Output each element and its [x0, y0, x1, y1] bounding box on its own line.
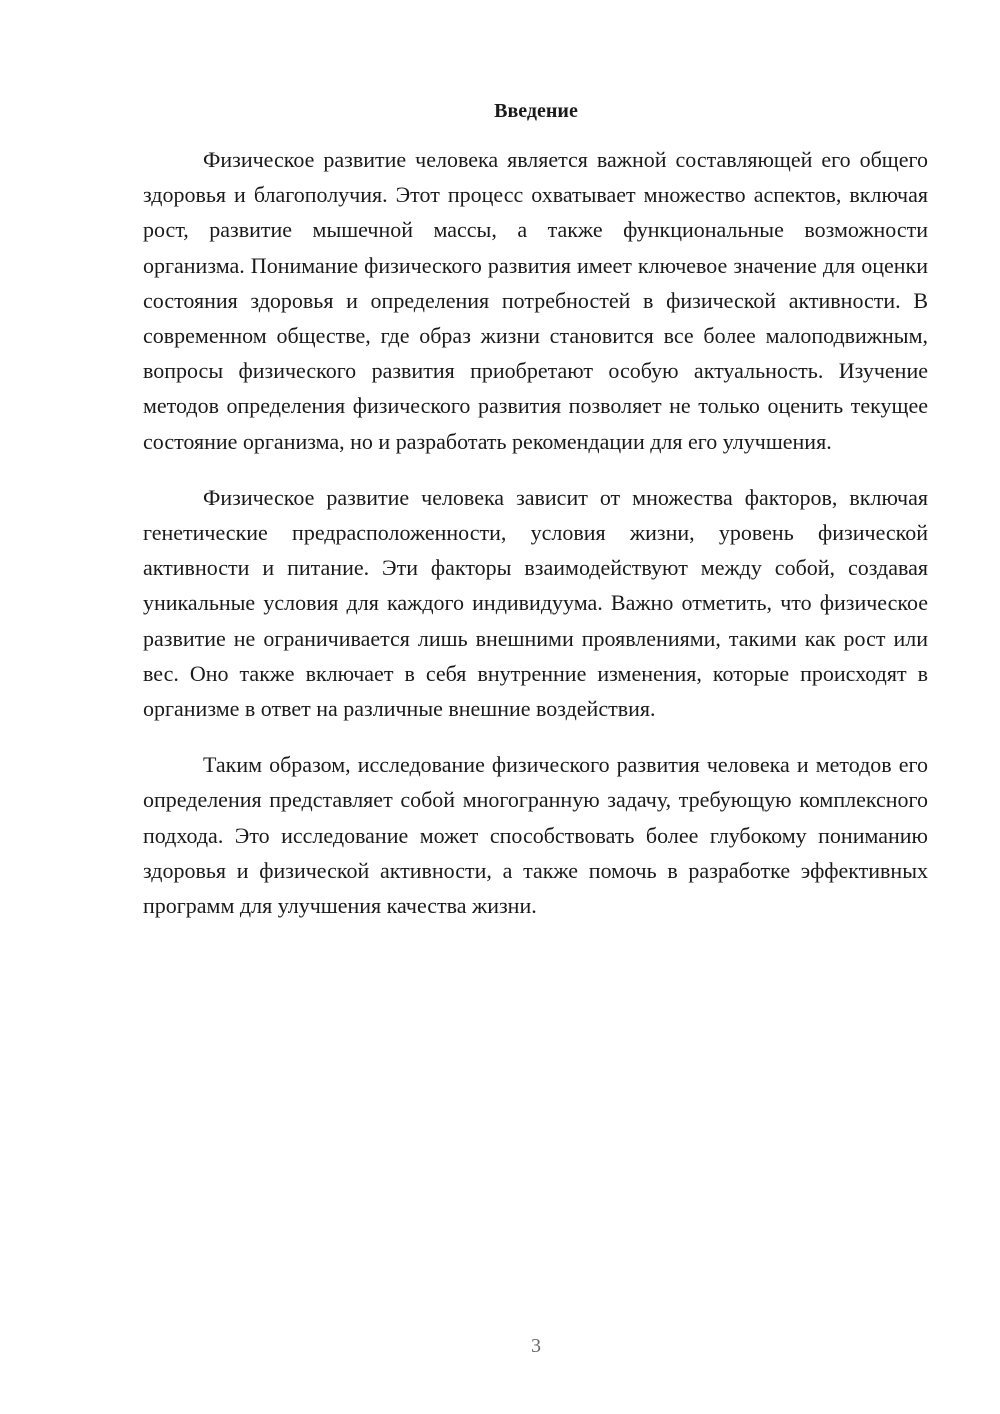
body-text	[143, 142, 928, 923]
section-heading: Введение	[494, 100, 578, 122]
page-number: 3	[531, 1335, 541, 1357]
paragraph-3: Таким образом, исследование физического развития человека и методов его определения представляет собой многогранную задачу, требующую комплексного подхода. Это исследование может способствовать более глубокому пониманию здоровья и физической активности, а также помочь в разработке эффективных программ для улучшения качества жизни.	[143, 752, 928, 919]
paragraph-1: Физическое развитие человека является важной составляющей его общего здоровья и благополучия. Этот процесс охватывает множество аспектов, включая рост, развитие мышечной массы, а также функциональные возможности организма. Понимание физического развития имеет ключевое значение для оценки состояния здоровья и определения потребностей в физической активности. В современном обществе, где образ жизни становится все более малоподвижным, вопросы физического развития приобретают особую актуальность. Изучение методов определения физического развития позволяет не только оценить текущее состояние организма, но и разработать рекомендации для его улучшения.	[143, 147, 928, 454]
paragraph-2: Физическое развитие человека зависит от множества факторов, включая генетические предрасположенности, условия жизни, уровень физической активности и питание. Эти факторы взаимодействуют между собой, создавая уникальные условия для каждого индивидуума. Важно отметить, что физическое развитие не ограничивается лишь внешними проявлениями, такими как рост или вес. Оно также включает в себя внутренние изменения, которые происходят в организме в ответ на различные внешние воздействия.	[143, 484, 928, 722]
